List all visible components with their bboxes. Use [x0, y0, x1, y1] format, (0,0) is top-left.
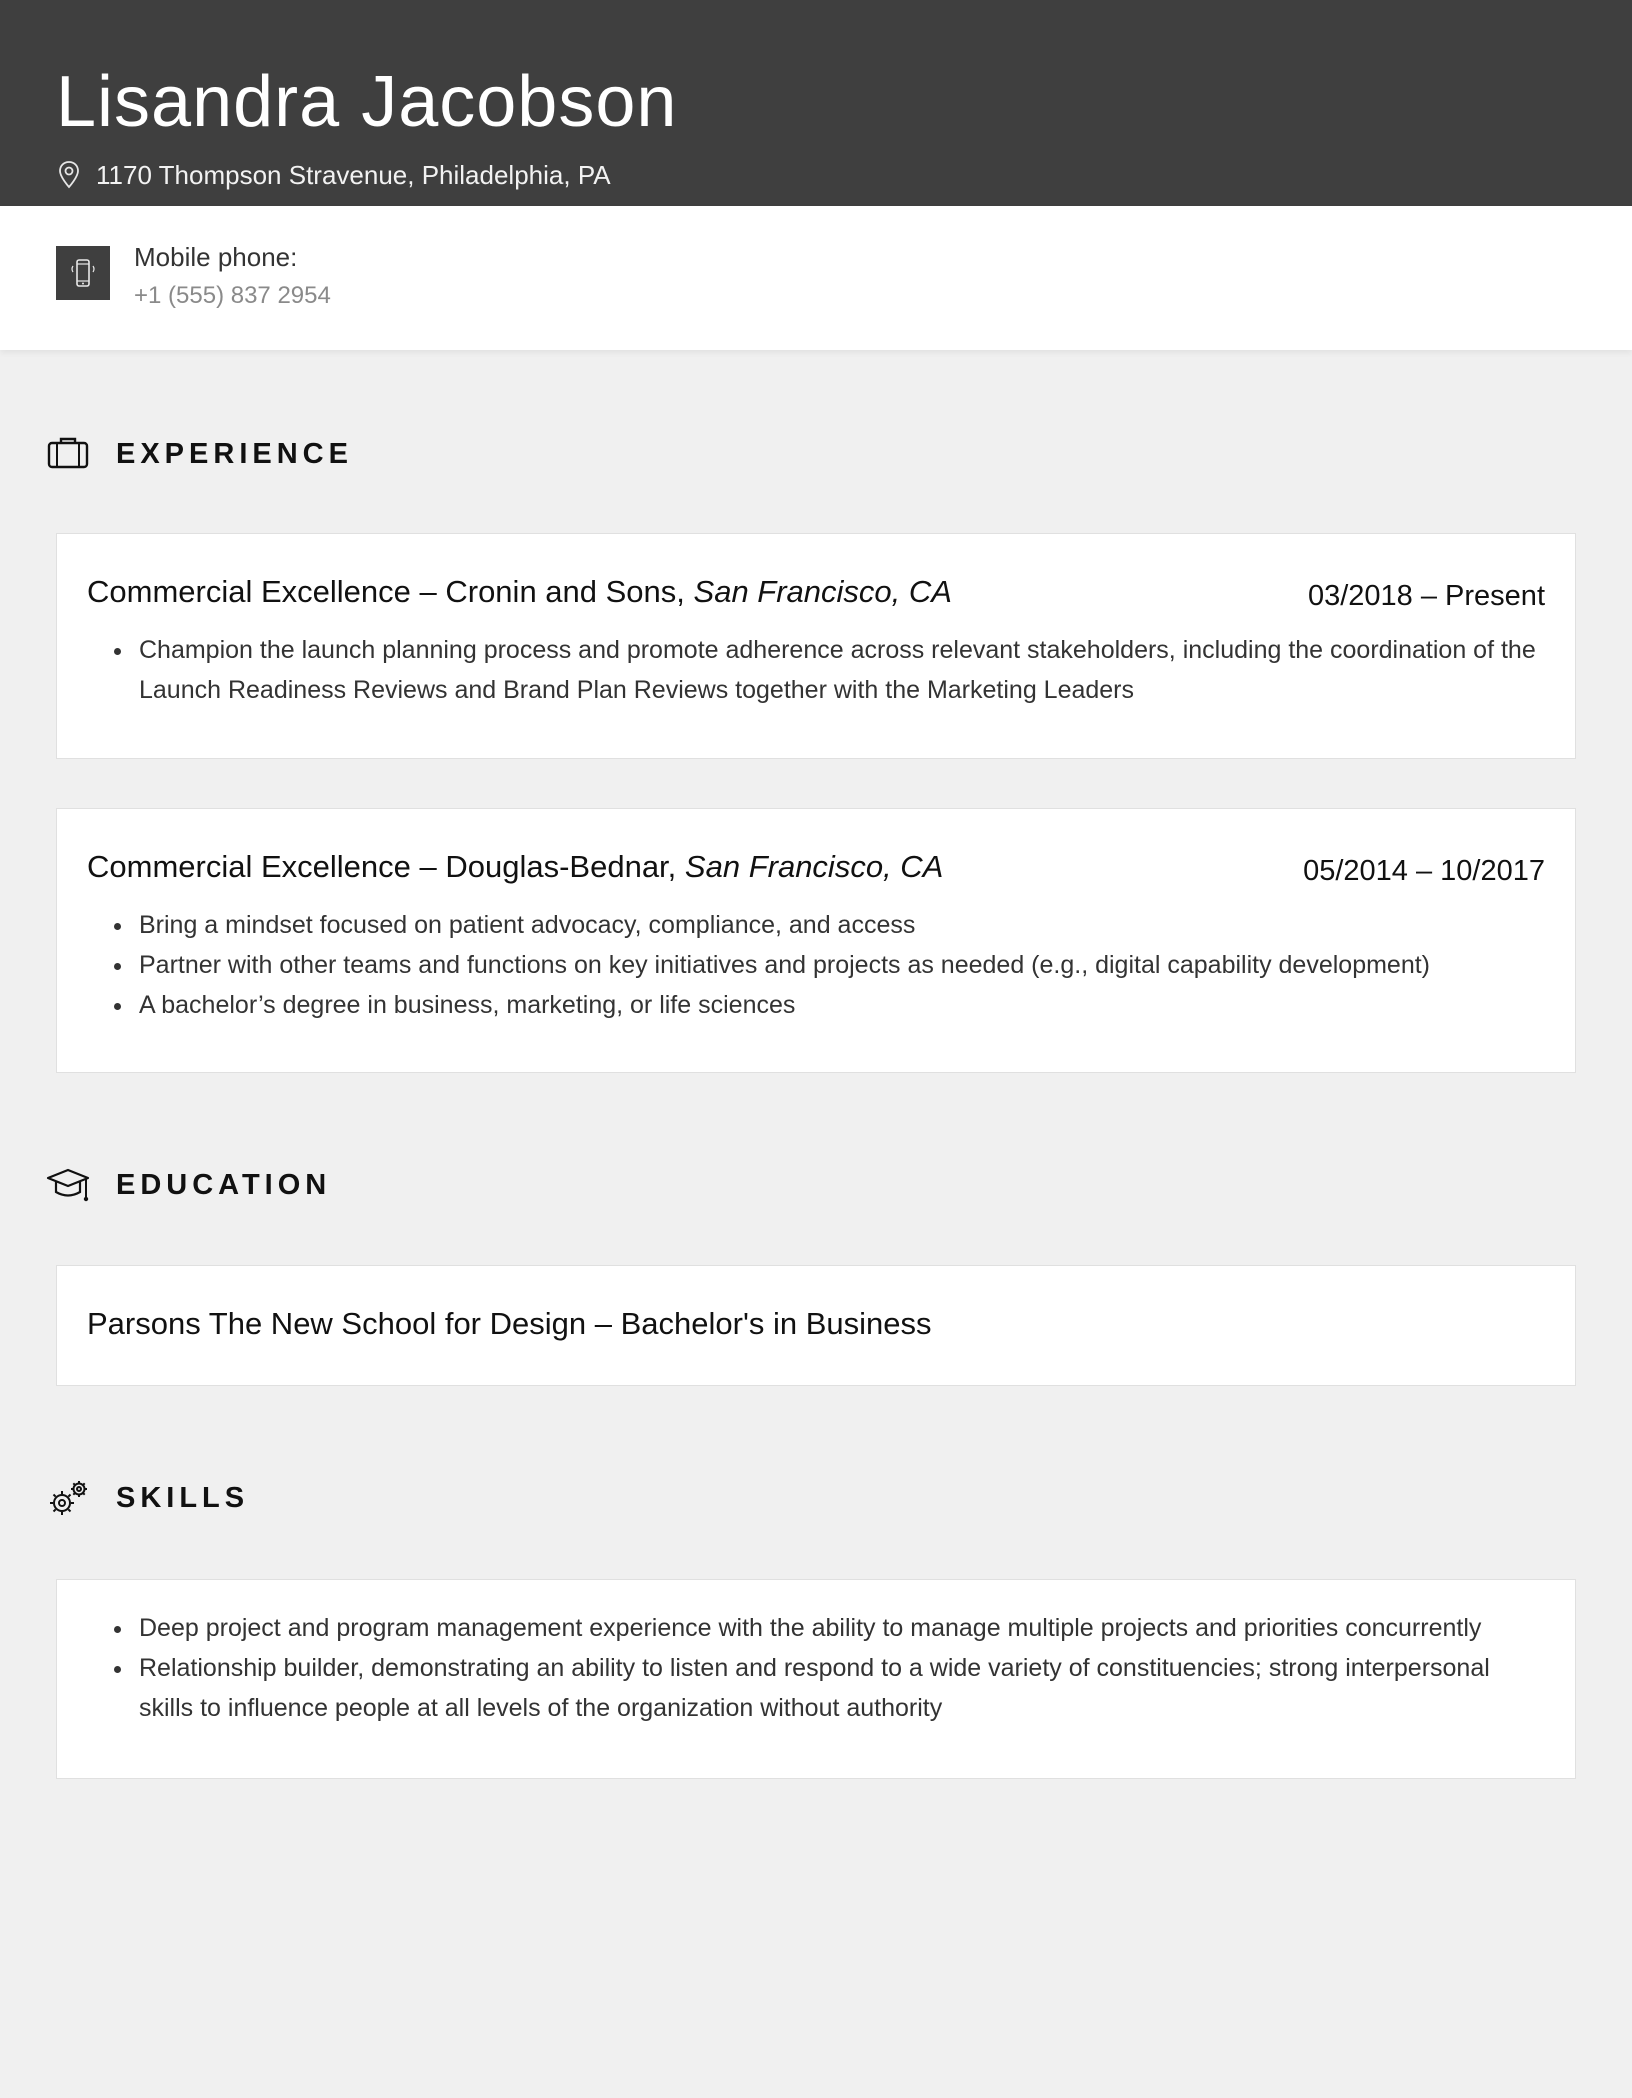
job-dates: 05/2014 – 10/2017 [1303, 855, 1545, 887]
degree-name: Bachelor's in Business [620, 1306, 932, 1341]
list-item: • Bring a mindset focused on patient advocacy, compliance, and access [135, 905, 1539, 945]
list-item: • Relationship builder, demonstrating an ability to listen and respond to a wide variety of constituencies; strong interpersonal skills to influence people at all levels of the organization without authority [135, 1648, 1539, 1728]
job-bullets [135, 905, 1539, 1025]
job-title: Commercial Excellence [87, 574, 411, 609]
phone-label: Mobile phone: [134, 242, 298, 272]
skills-card [56, 1579, 1576, 1779]
education-heading [46, 1165, 331, 1205]
school-name: Parsons The New School for Design [87, 1306, 587, 1341]
education-card [56, 1265, 1576, 1386]
skills-heading [46, 1478, 249, 1518]
list-item: • A bachelor’s degree in business, marketing, or life sciences [135, 985, 1539, 1025]
list-item: • Champion the launch planning process and promote adherence across relevant stakeholders, including the coordination of the Launch Readiness Reviews and Brand Plan Reviews together with the Marketing Leaders [135, 630, 1539, 710]
experience-title: EXPERIENCE [116, 437, 353, 470]
phone-icon-box [56, 246, 110, 300]
address-line [56, 158, 611, 192]
resume-header [0, 0, 1632, 206]
education-title: EDUCATION [116, 1168, 332, 1201]
job-header [87, 574, 1545, 612]
experience-heading [46, 434, 353, 474]
contact-bar [0, 206, 1632, 350]
job-card-2 [56, 808, 1576, 1073]
education-separator: – [586, 1306, 621, 1341]
job-title: Commercial Excellence [87, 849, 411, 884]
graduation-cap-icon [46, 1165, 90, 1205]
job-location: San Francisco, CA [693, 574, 952, 609]
candidate-name: Lisandra Jacobson [56, 62, 678, 142]
mobile-phone-icon [66, 256, 100, 290]
job-separator: – [410, 574, 446, 609]
skills-title: SKILLS [116, 1481, 250, 1514]
briefcase-icon [46, 434, 90, 474]
job-company: Douglas-Bednar, [445, 849, 677, 884]
job-header [87, 849, 1545, 887]
job-location: San Francisco, CA [684, 849, 944, 884]
job-company: Cronin and Sons, [445, 574, 685, 609]
location-pin-icon [56, 160, 82, 190]
job-dates: 03/2018 – Present [1307, 580, 1545, 612]
skills-list [135, 1608, 1539, 1728]
list-item: • Deep project and program management experience with the ability to manage multiple projects and priorities concurrently [135, 1608, 1539, 1648]
list-item: • Partner with other teams and functions on key initiatives and projects as needed (e.g., digital capability development) [135, 945, 1539, 985]
education-entry [87, 1306, 932, 1342]
phone-number: +1 (555) 837 2954 [134, 282, 331, 309]
job-bullets [135, 630, 1539, 710]
job-card-1 [56, 533, 1576, 759]
job-separator: – [410, 849, 446, 884]
address-text: 1170 Thompson Stravenue, Philadelphia, PA [96, 159, 611, 190]
gears-icon [46, 1478, 90, 1518]
